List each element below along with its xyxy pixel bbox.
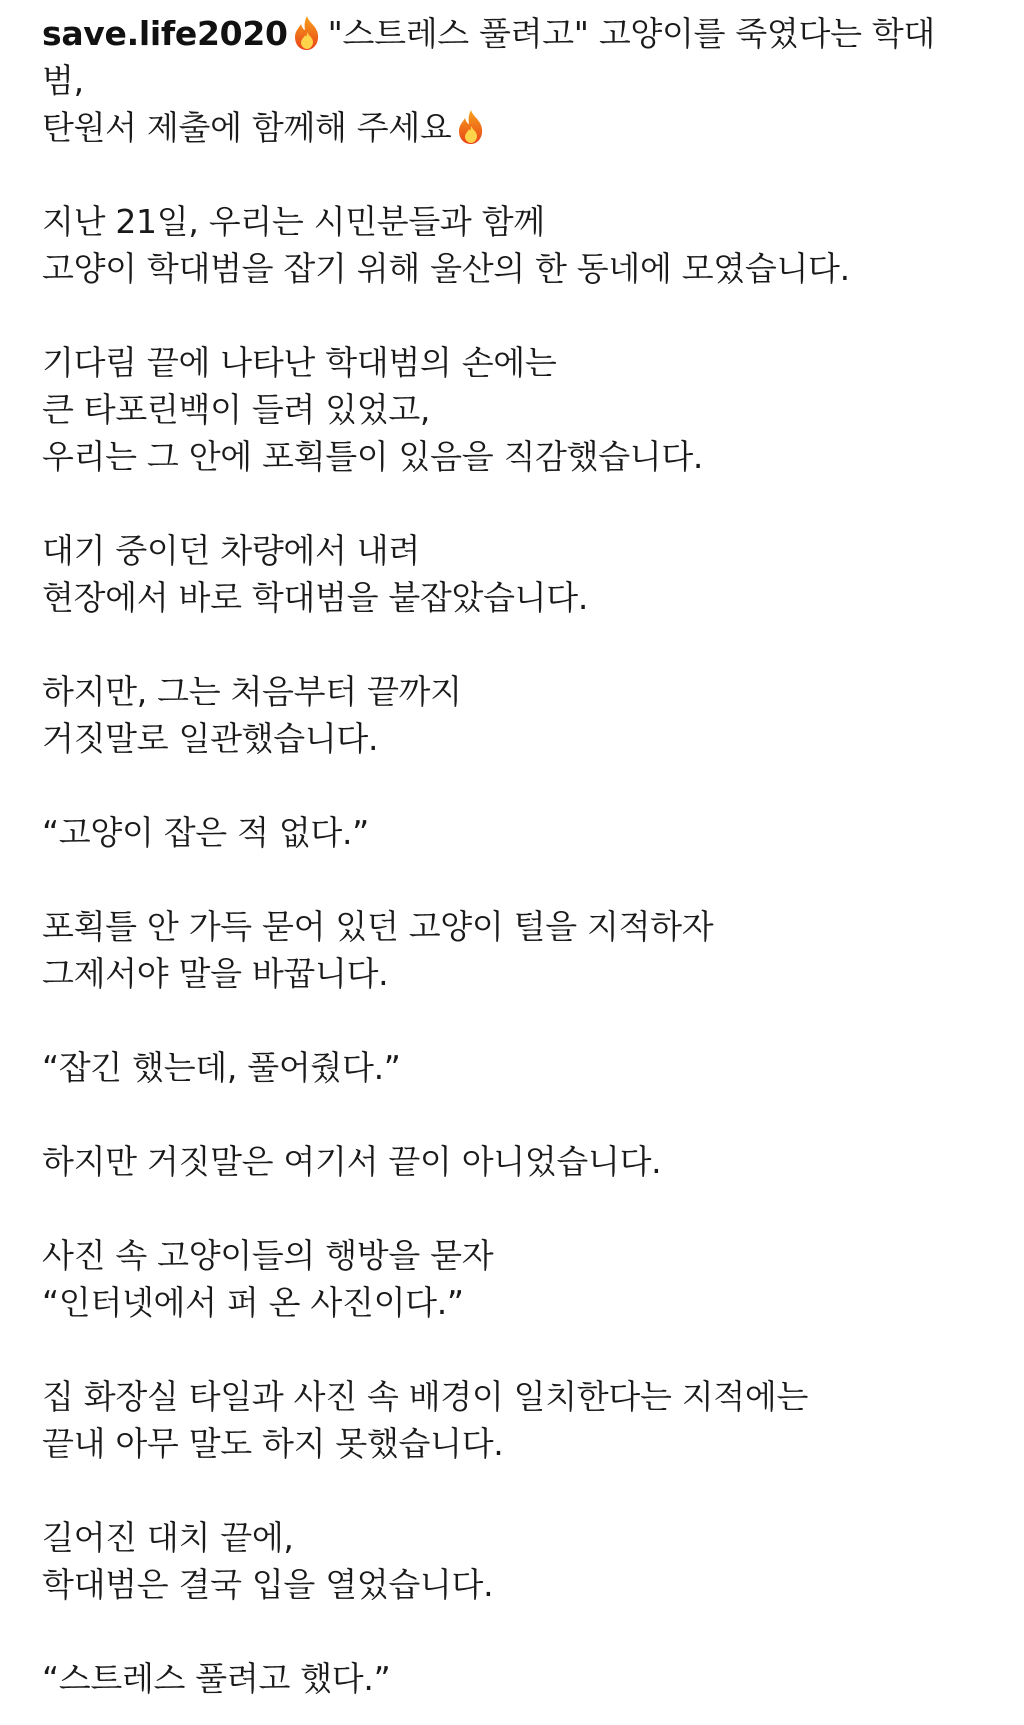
caption-line: 고양이 학대범을 잡기 위해 울산의 한 동네에 모였습니다. (42, 249, 850, 288)
paragraph-spacer (42, 856, 992, 903)
caption-headline-cta: 탄원서 제출에 함께해 주세요 (42, 108, 452, 147)
caption-paragraph (42, 1655, 992, 1702)
paragraph-spacer (42, 292, 992, 339)
caption-line: 거짓말로 일관했습니다. (42, 719, 379, 758)
caption-paragraph (42, 1044, 992, 1091)
caption-line: 끝내 아무 말도 하지 못했습니다. (42, 1424, 504, 1463)
paragraph-spacer (42, 1467, 992, 1514)
paragraph-spacer (42, 621, 992, 668)
caption-line: “고양이 잡은 적 없다.” (42, 813, 369, 852)
caption-line: 큰 타포린백이 들려 있었고, (42, 390, 431, 429)
caption-paragraph (42, 339, 992, 480)
fire-icon (456, 109, 486, 145)
paragraph-spacer (42, 1185, 992, 1232)
caption-line: “잡긴 했는데, 풀어줬다.” (42, 1048, 401, 1087)
caption-paragraph (42, 1138, 992, 1185)
fire-icon (292, 15, 322, 51)
paragraph-spacer (42, 151, 992, 198)
caption-line: 포획틀 안 가득 묻어 있던 고양이 털을 지적하자 (42, 907, 714, 946)
caption-body (42, 151, 992, 1702)
paragraph-spacer (42, 1091, 992, 1138)
caption-line: 기다림 끝에 나타난 학대범의 손에는 (42, 343, 557, 382)
caption-headline: "스트레스 풀려고" 고양이를 죽였다는 학대 (327, 14, 935, 53)
paragraph-spacer (42, 1326, 992, 1373)
caption-paragraph (42, 668, 992, 762)
caption-line: 우리는 그 안에 포획틀이 있음을 직감했습니다. (42, 437, 704, 476)
caption-line: 대기 중이던 차량에서 내려 (42, 531, 420, 570)
caption-paragraph (42, 809, 992, 856)
caption-line: “인터넷에서 퍼 온 사진이다.” (42, 1283, 464, 1322)
caption-paragraph (42, 527, 992, 621)
username-link[interactable]: save.life2020 (42, 14, 288, 53)
paragraph-spacer (42, 997, 992, 1044)
caption-paragraph (42, 1373, 992, 1467)
caption-headline-line-1 (42, 10, 992, 57)
caption-line: 하지만 거짓말은 여기서 끝이 아니었습니다. (42, 1142, 662, 1181)
caption-paragraph (42, 198, 992, 292)
caption-line: 집 화장실 타일과 사진 속 배경이 일치한다는 지적에는 (42, 1377, 809, 1416)
paragraph-spacer (42, 480, 992, 527)
paragraph-spacer (42, 762, 992, 809)
caption-line: 사진 속 고양이들의 행방을 묻자 (42, 1236, 494, 1275)
caption-line: “스트레스 풀려고 했다.” (42, 1659, 391, 1698)
caption-paragraph (42, 903, 992, 997)
caption-paragraph (42, 1514, 992, 1608)
caption-line: 학대범은 결국 입을 열었습니다. (42, 1565, 494, 1604)
caption-paragraph (42, 1232, 992, 1326)
paragraph-spacer (42, 1608, 992, 1655)
caption-line: 그제서야 말을 바꿉니다. (42, 954, 389, 993)
caption-line: 길어진 대치 끝에, (42, 1518, 294, 1557)
caption-headline-line-3 (42, 104, 992, 151)
caption-line: 지난 21일, 우리는 시민분들과 함께 (42, 202, 545, 241)
post-caption (42, 10, 992, 1702)
caption-line: 현장에서 바로 학대범을 붙잡았습니다. (42, 578, 589, 617)
caption-line: 하지만, 그는 처음부터 끝까지 (42, 672, 462, 711)
caption-headline-line-2: 범, (42, 61, 84, 100)
